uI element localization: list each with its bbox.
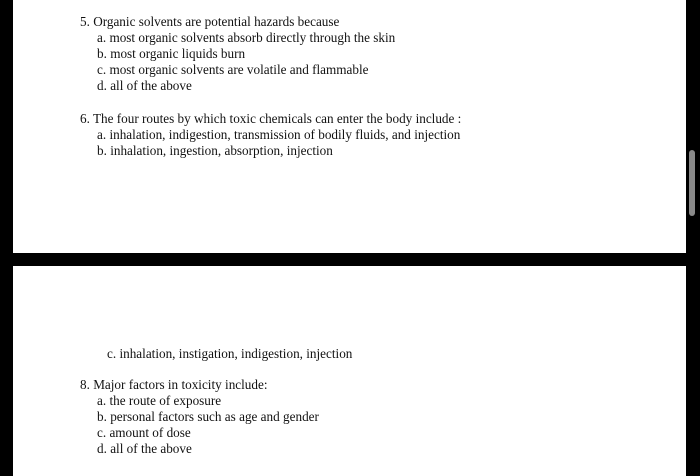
question-6 [80, 111, 461, 159]
question-6-stem: 6. The four routes by which toxic chemicals can enter the body include : [80, 111, 462, 126]
question-5-option-b: b. most organic liquids burn [97, 46, 246, 61]
scrollbar-thumb[interactable] [689, 150, 695, 216]
question-8 [80, 377, 319, 457]
question-8-option-a: a. the route of exposure [97, 393, 222, 408]
question-8-option-b: b. personal factors such as age and gender [97, 409, 319, 424]
question-5 [80, 14, 395, 94]
question-5-option-c: c. most organic solvents are volatile and flammable [97, 62, 369, 77]
question-5-option-d: d. all of the above [97, 78, 192, 93]
question-8-option-d: d. all of the above [97, 441, 192, 456]
question-8-option-c: c. amount of dose [97, 425, 191, 440]
question-5-option-a: a. most organic solvents absorb directly through the skin [97, 30, 396, 45]
question-6-option-b: b. inhalation, ingestion, absorption, injection [97, 143, 333, 158]
question-5-stem: 5. Organic solvents are potential hazards because [80, 14, 340, 29]
question-6-option-a: a. inhalation, indigestion, transmission of bodily fluids, and injection [97, 127, 461, 142]
question-8-stem: 8. Major factors in toxicity include: [80, 377, 268, 392]
question-6-option-c: c. inhalation, instigation, indigestion, injection [107, 346, 353, 361]
